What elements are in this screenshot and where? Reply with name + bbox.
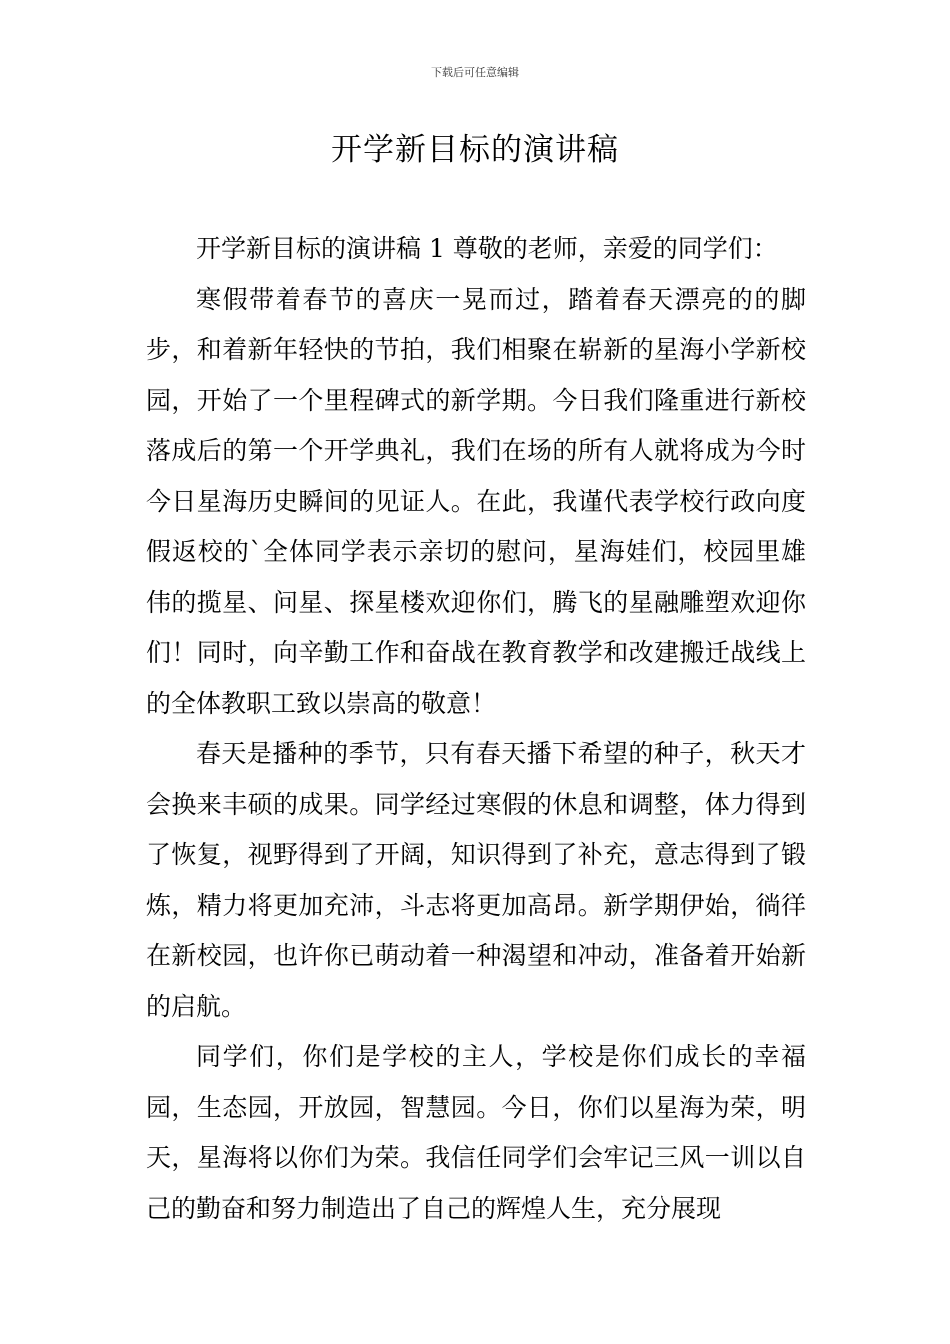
paragraph-4: 同学们，你们是学校的主人，学校是你们成长的幸福园，生态园，开放园，智慧园。今日，你们以星海为荣，明天，星海将以你们为荣。我信任同学们会牢记三风一训以自己的勤奋和努力制造出了自己的辉煌人生，充分展现 bbox=[146, 1042, 806, 1223]
document-title: 开学新目标的演讲稿 bbox=[331, 132, 619, 168]
paragraph-1: 开学新目标的演讲稿 1 尊敬的老师，亲爱的同学们： bbox=[196, 234, 778, 263]
header-note: 下载后可任意编辑 bbox=[431, 66, 519, 79]
document-body bbox=[146, 224, 806, 1234]
paragraph-3: 春天是播种的季节，只有春天播下希望的种子，秋天才会换来丰硕的成果。同学经过寒假的休息和调整，体力得到了恢复，视野得到了开阔，知识得到了补充，意志得到了锻炼，精力将更加充沛，斗志将更加高昂。新学期伊始，徜徉在新校园，也许你已萌动着一种渴望和冲动，准备着开始新的启航。 bbox=[146, 739, 806, 1021]
paragraph-2: 寒假带着春节的喜庆一晃而过，踏着春天漂亮的的脚步，和着新年轻快的节拍，我们相聚在崭新的星海小学新校园，开始了一个里程碑式的新学期。今日我们隆重进行新校落成后的第一个开学典礼，我们在场的所有人就将成为今时今日星海历史瞬间的见证人。在此，我谨代表学校行政向度假返校的`全体同学表示亲切的慰问，星海娃们，校园里雄伟的揽星、问星、探星楼欢迎你们，腾飞的星融雕塑欢迎你们！同时，向辛勤工作和奋战在教育教学和改建搬迁战线上的全体教职工致以崇高的敬意！ bbox=[146, 284, 806, 718]
